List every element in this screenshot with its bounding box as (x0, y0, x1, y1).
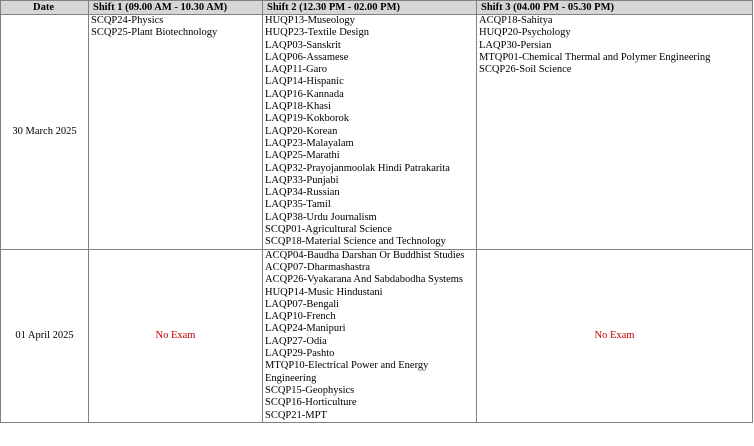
paper-entry: ACQP26-Vyakarana And Sabdabodha Systems (265, 274, 464, 286)
paper-entry: SCQP01-Agricultural Science (265, 224, 392, 236)
paper-entry: SCQP24-Physics (91, 15, 164, 26)
paper-entry: LAQP30-Persian (479, 39, 552, 51)
paper-entry: LAQP06-Assamese (265, 51, 349, 63)
paper-entry: LAQP32-Prayojanmoolak Hindi Patrakarita (265, 162, 450, 174)
shift-2-cell (263, 15, 477, 250)
paper-entry: LAQP20-Korean (265, 125, 338, 137)
paper-entry: LAQP14-Hispanic (265, 76, 344, 88)
paper-entry: LAQP33-Punjabi (265, 174, 339, 186)
paper-entry: LAQP10-French (265, 311, 336, 323)
paper-entry: SCQP15-Geophysics (265, 384, 355, 396)
paper-entry: HUQP23-Textile Design (265, 27, 369, 39)
header-shift-2: Shift 2 (12.30 PM - 02.00 PM) (263, 1, 477, 15)
header-row (1, 1, 753, 15)
paper-entry: LAQP16-Kannada (265, 88, 344, 100)
paper-entry: LAQP19-Kokborok (265, 113, 349, 125)
paper-entry: LAQP34-Russian (265, 187, 340, 199)
no-exam-cell: No Exam (477, 249, 753, 422)
paper-entry: LAQP25-Marathi (265, 150, 340, 162)
paper-entry: LAQP18-Khasi (265, 101, 331, 113)
paper-entry: LAQP03-Sanskrit (265, 39, 341, 51)
paper-entry: SCQP18-Material Science and Technology (265, 236, 446, 248)
shift-2-cell (263, 249, 477, 422)
paper-entry: ACQP07-Dharmashastra (265, 261, 370, 273)
paper-entry: HUQP14-Music Hindustani (265, 286, 383, 298)
paper-entry: MTQP10-Electrical Power and Energy Engineering (265, 360, 429, 384)
shift-1-cell (89, 15, 263, 250)
paper-entry: ACQP18-Sahitya (479, 15, 553, 26)
header-shift-3: Shift 3 (04.00 PM - 05.30 PM) (477, 1, 753, 15)
table-row (1, 249, 753, 422)
header-shift-1: Shift 1 (09.00 AM - 10.30 AM) (89, 1, 263, 15)
paper-entry: SCQP21-MPT (265, 409, 327, 421)
paper-entry: HUQP20-Psychology (479, 27, 571, 39)
paper-entry: SCQP26-Soil Science (479, 64, 572, 76)
paper-entry: LAQP11-Garo (265, 64, 328, 76)
paper-entry: MTQP01-Chemical Thermal and Polymer Engineering (479, 51, 711, 63)
table-row (1, 15, 753, 250)
paper-entry: LAQP35-Tamil (265, 199, 331, 211)
paper-entry: LAQP27-Odia (265, 335, 327, 347)
date-cell: 30 March 2025 (1, 15, 89, 250)
paper-entry: LAQP29-Pashto (265, 348, 335, 360)
paper-entry: LAQP38-Urdu Journalism (265, 211, 377, 223)
paper-entry: LAQP07-Bengali (265, 298, 340, 310)
paper-entry: LAQP23-Malayalam (265, 137, 354, 149)
paper-entry: ACQP04-Baudha Darshan Or Buddhist Studies (265, 249, 465, 261)
paper-entry: LAQP24-Manipuri (265, 323, 346, 335)
no-exam-cell: No Exam (89, 249, 263, 422)
paper-entry: SCQP25-Plant Biotechnology (91, 27, 218, 39)
paper-entry: SCQP16-Horticulture (265, 397, 357, 409)
paper-entry: HUQP13-Museology (265, 15, 355, 26)
shift-3-cell (477, 15, 753, 250)
date-cell: 01 April 2025 (1, 249, 89, 422)
header-date: Date (1, 1, 89, 15)
